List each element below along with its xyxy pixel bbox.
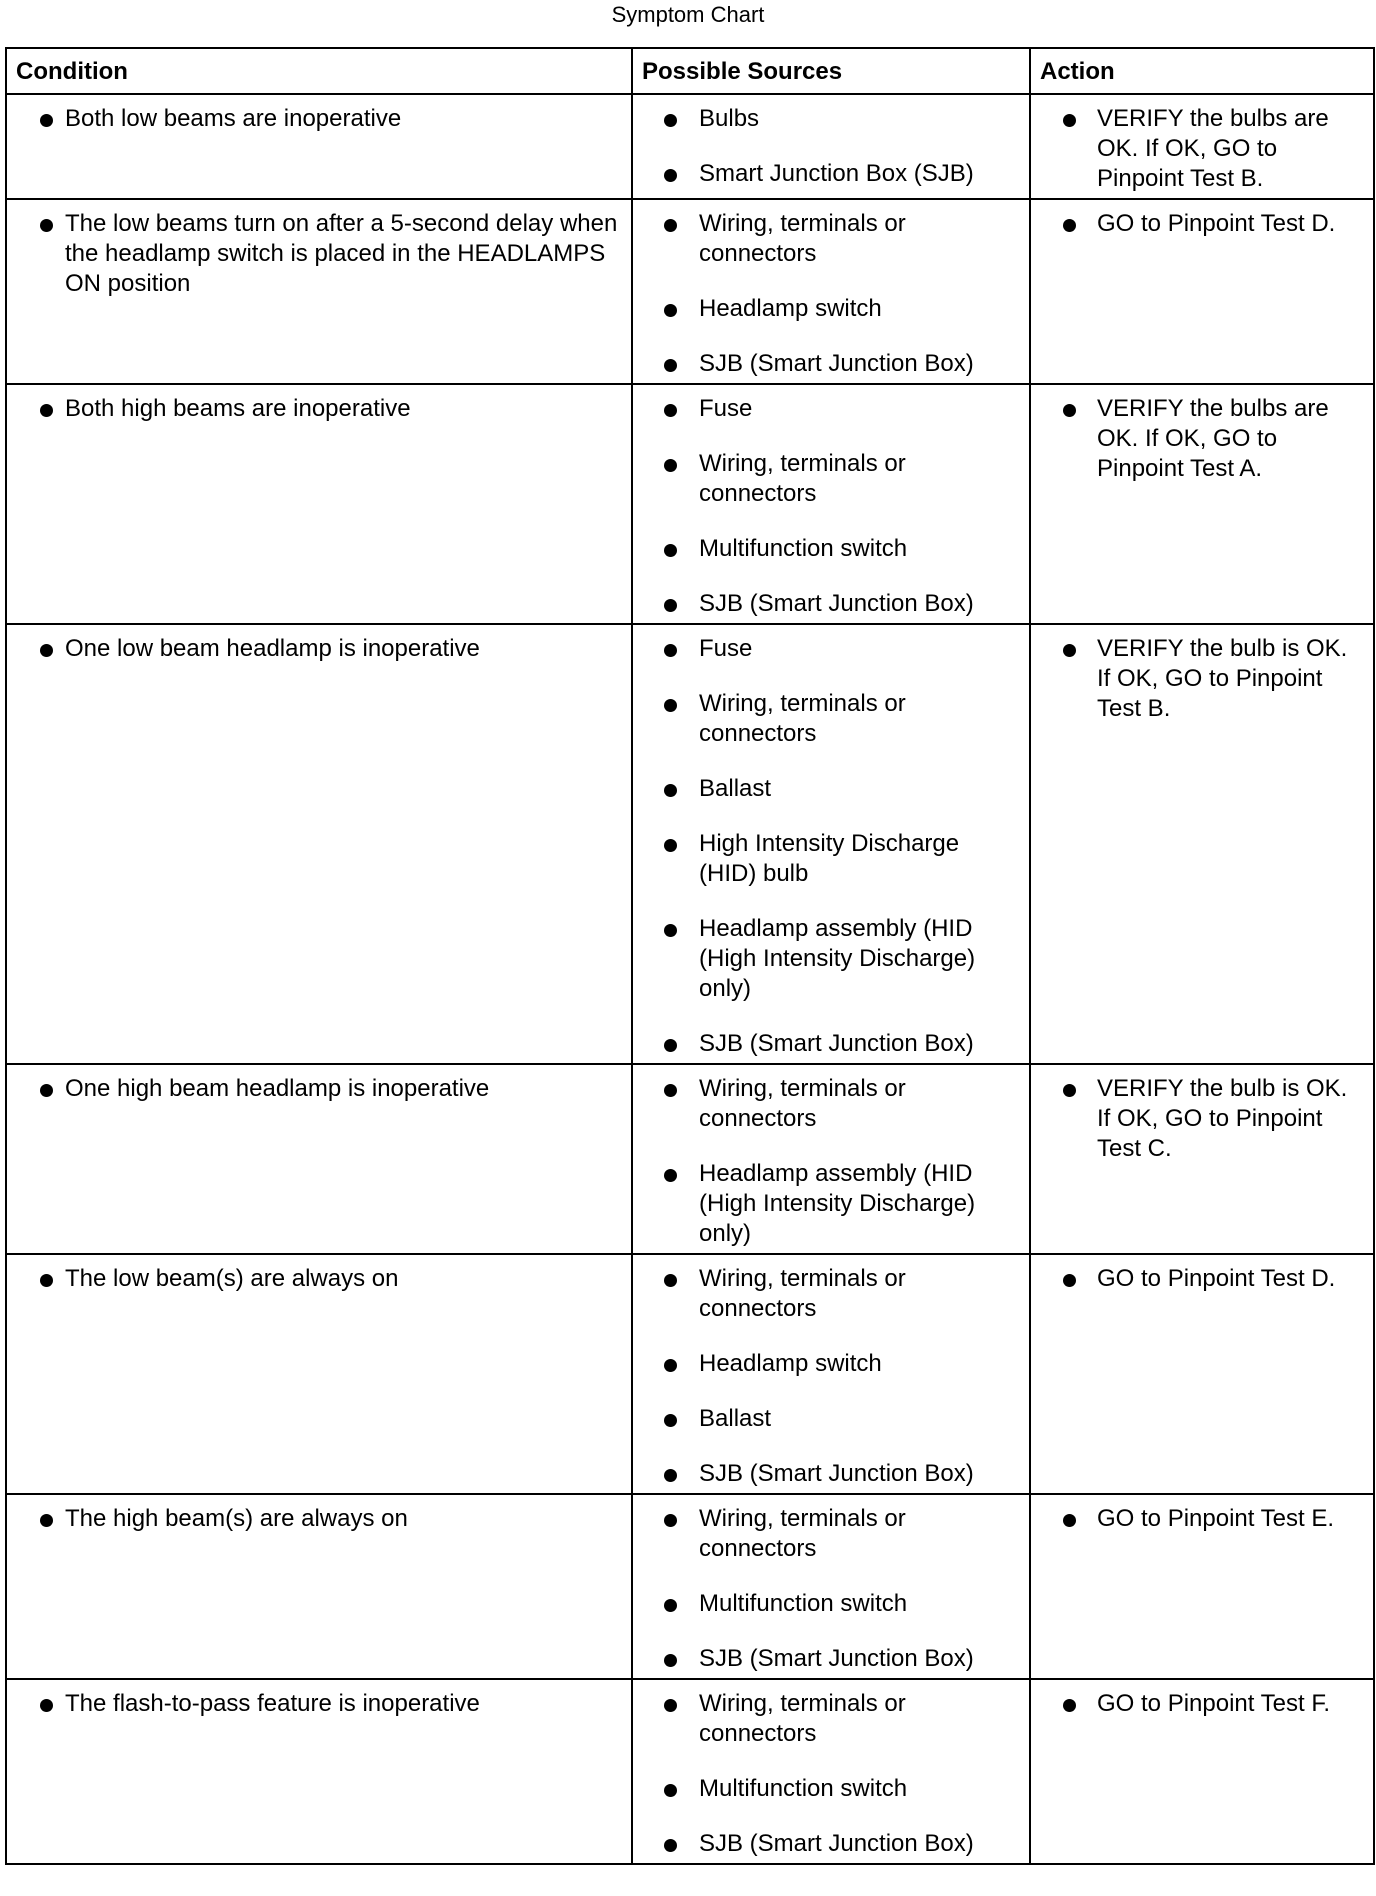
bullet-icon <box>664 1839 677 1852</box>
bullet-icon <box>664 1169 677 1182</box>
bullet-icon <box>1063 404 1076 417</box>
list-item <box>641 159 1021 189</box>
table-row <box>6 384 1374 624</box>
item-text: Both low beams are inoperative <box>65 105 402 132</box>
bullet-icon <box>40 219 53 232</box>
bullet-icon <box>664 599 677 612</box>
header-row <box>6 48 1374 94</box>
condition-cell-list <box>15 1689 623 1719</box>
bullet-icon <box>40 404 53 417</box>
list-item <box>641 1589 1021 1619</box>
action-cell <box>1030 94 1374 199</box>
item-text: VERIFY the bulbs are OK. If OK, GO to Pinpoint Test A. <box>1097 395 1329 482</box>
item-text: GO to Pinpoint Test E. <box>1097 1505 1335 1532</box>
bullet-icon <box>664 1414 677 1427</box>
bullet-icon <box>40 644 53 657</box>
sources-cell <box>632 1254 1030 1494</box>
item-text: SJB (Smart Junction Box) <box>699 1830 974 1857</box>
bullet-icon <box>664 544 677 557</box>
condition-cell <box>6 1254 632 1494</box>
bullet-icon <box>40 1699 53 1712</box>
action-cell <box>1030 199 1374 384</box>
item-text: Headlamp switch <box>699 1350 882 1377</box>
condition-cell <box>6 199 632 384</box>
bullet-icon <box>664 1514 677 1527</box>
item-text: The high beam(s) are always on <box>65 1505 408 1532</box>
list-item <box>641 634 1021 664</box>
item-text: Wiring, terminals or connectors <box>699 1690 906 1747</box>
sources-cell <box>632 624 1030 1064</box>
bullet-icon <box>664 1654 677 1667</box>
list-item <box>641 774 1021 804</box>
list-item <box>15 209 623 299</box>
sources-cell <box>632 1679 1030 1864</box>
bullet-icon <box>664 404 677 417</box>
bullet-icon <box>40 1274 53 1287</box>
list-item <box>641 1264 1021 1324</box>
item-text: Headlamp switch <box>699 295 882 322</box>
action-cell <box>1030 1064 1374 1254</box>
item-text: VERIFY the bulb is OK. If OK, GO to Pinpoint Test B. <box>1097 635 1348 722</box>
condition-cell-list <box>15 104 623 134</box>
item-text: Fuse <box>699 635 753 662</box>
action-cell <box>1030 1254 1374 1494</box>
item-text: SJB (Smart Junction Box) <box>699 590 974 617</box>
bullet-icon <box>664 1599 677 1612</box>
sources-cell <box>632 94 1030 199</box>
list-item <box>15 394 623 424</box>
item-text: Smart Junction Box (SJB) <box>699 160 974 187</box>
bullet-icon <box>664 169 677 182</box>
bullet-icon <box>1063 114 1076 127</box>
sources-cell <box>632 1064 1030 1254</box>
item-text: GO to Pinpoint Test F. <box>1097 1690 1331 1717</box>
item-text: Fuse <box>699 395 753 422</box>
item-text: Wiring, terminals or connectors <box>699 1075 906 1132</box>
sources-cell <box>632 384 1030 624</box>
list-item <box>641 914 1021 1004</box>
action-cell-list <box>1039 634 1365 724</box>
list-item <box>641 294 1021 324</box>
item-text: Wiring, terminals or connectors <box>699 210 906 267</box>
sources-cell <box>632 1494 1030 1679</box>
bullet-icon <box>664 1359 677 1372</box>
action-cell-list <box>1039 209 1365 239</box>
list-item <box>641 829 1021 889</box>
list-item <box>15 1264 623 1294</box>
item-text: The flash-to-pass feature is inoperative <box>65 1690 480 1717</box>
header-condition: Condition <box>6 48 632 94</box>
list-item <box>15 1689 623 1719</box>
list-item <box>641 1774 1021 1804</box>
item-text: SJB (Smart Junction Box) <box>699 1460 974 1487</box>
item-text: GO to Pinpoint Test D. <box>1097 210 1336 237</box>
action-cell-list <box>1039 1074 1365 1164</box>
list-item <box>15 1074 623 1104</box>
item-text: One low beam headlamp is inoperative <box>65 635 480 662</box>
table-row <box>6 94 1374 199</box>
action-cell-list <box>1039 394 1365 484</box>
item-text: GO to Pinpoint Test D. <box>1097 1265 1336 1292</box>
bullet-icon <box>664 1699 677 1712</box>
list-item <box>641 104 1021 134</box>
table-row <box>6 1254 1374 1494</box>
bullet-icon <box>664 304 677 317</box>
list-item <box>641 449 1021 509</box>
item-text: VERIFY the bulb is OK. If OK, GO to Pinpoint Test C. <box>1097 1075 1348 1162</box>
item-text: Headlamp assembly (HID (High Intensity Discharge) only) <box>699 1160 976 1247</box>
sources-cell-list <box>641 394 1021 619</box>
condition-cell-list <box>15 209 623 299</box>
sources-cell-list <box>641 209 1021 379</box>
bullet-icon <box>1063 1699 1076 1712</box>
list-item <box>15 634 623 664</box>
item-text: Wiring, terminals or connectors <box>699 450 906 507</box>
bullet-icon <box>664 784 677 797</box>
list-item <box>1039 209 1365 239</box>
item-text: Multifunction switch <box>699 1775 908 1802</box>
action-cell-list <box>1039 104 1365 194</box>
bullet-icon <box>40 1084 53 1097</box>
bullet-icon <box>664 1784 677 1797</box>
bullet-icon <box>664 924 677 937</box>
list-item <box>641 1404 1021 1434</box>
bullet-icon <box>664 359 677 372</box>
action-cell <box>1030 384 1374 624</box>
item-text: The low beams turn on after a 5-second delay when the headlamp switch is placed in the HEADLAMPS ON position <box>65 210 618 297</box>
table-row <box>6 199 1374 384</box>
sources-cell-list <box>641 634 1021 1059</box>
list-item <box>641 209 1021 269</box>
item-text: SJB (Smart Junction Box) <box>699 350 974 377</box>
bullet-icon <box>664 699 677 712</box>
sources-cell <box>632 199 1030 384</box>
sources-cell-list <box>641 1504 1021 1674</box>
item-text: Both high beams are inoperative <box>65 395 411 422</box>
bullet-icon <box>40 114 53 127</box>
item-text: Wiring, terminals or connectors <box>699 1505 906 1562</box>
list-item <box>641 534 1021 564</box>
bullet-icon <box>664 1274 677 1287</box>
sources-cell-list <box>641 1074 1021 1249</box>
item-text: Wiring, terminals or connectors <box>699 690 906 747</box>
list-item <box>15 104 623 134</box>
item-text: Bulbs <box>699 105 760 132</box>
condition-cell <box>6 1064 632 1254</box>
table-row <box>6 1064 1374 1254</box>
list-item <box>1039 394 1365 484</box>
list-item <box>1039 634 1365 724</box>
condition-cell <box>6 1679 632 1864</box>
bullet-icon <box>664 1039 677 1052</box>
list-item <box>1039 1689 1365 1719</box>
sources-cell-list <box>641 104 1021 189</box>
item-text: One high beam headlamp is inoperative <box>65 1075 490 1102</box>
condition-cell-list <box>15 1264 623 1294</box>
table-row <box>6 1494 1374 1679</box>
action-cell-list <box>1039 1689 1365 1719</box>
list-item <box>1039 104 1365 194</box>
action-cell <box>1030 1679 1374 1864</box>
condition-cell <box>6 94 632 199</box>
list-item <box>641 1074 1021 1134</box>
item-text: Multifunction switch <box>699 535 908 562</box>
action-cell-list <box>1039 1504 1365 1534</box>
list-item <box>1039 1264 1365 1294</box>
list-item <box>641 589 1021 619</box>
item-text: SJB (Smart Junction Box) <box>699 1030 974 1057</box>
symptom-table <box>5 47 1375 1865</box>
item-text: VERIFY the bulbs are OK. If OK, GO to Pinpoint Test B. <box>1097 105 1329 192</box>
condition-cell-list <box>15 394 623 424</box>
item-text: SJB (Smart Junction Box) <box>699 1645 974 1672</box>
item-text: High Intensity Discharge (HID) bulb <box>699 830 960 887</box>
sources-cell-list <box>641 1689 1021 1859</box>
table-row <box>6 624 1374 1064</box>
list-item <box>641 689 1021 749</box>
list-item <box>641 1459 1021 1489</box>
list-item <box>1039 1074 1365 1164</box>
bullet-icon <box>40 1514 53 1527</box>
header-action: Action <box>1030 48 1374 94</box>
item-text: The low beam(s) are always on <box>65 1265 399 1292</box>
bullet-icon <box>664 839 677 852</box>
action-cell <box>1030 624 1374 1064</box>
bullet-icon <box>664 1469 677 1482</box>
item-text: Ballast <box>699 1405 772 1432</box>
list-item <box>641 1349 1021 1379</box>
list-item <box>641 1159 1021 1249</box>
list-item <box>641 1029 1021 1059</box>
sources-cell-list <box>641 1264 1021 1489</box>
list-item <box>641 394 1021 424</box>
bullet-icon <box>1063 644 1076 657</box>
bullet-icon <box>664 459 677 472</box>
condition-cell <box>6 624 632 1064</box>
bullet-icon <box>1063 1514 1076 1527</box>
list-item <box>641 1504 1021 1564</box>
condition-cell <box>6 384 632 624</box>
item-text: Ballast <box>699 775 772 802</box>
list-item <box>1039 1504 1365 1534</box>
item-text: Multifunction switch <box>699 1590 908 1617</box>
bullet-icon <box>664 219 677 232</box>
list-item <box>641 1689 1021 1749</box>
bullet-icon <box>664 1084 677 1097</box>
bullet-icon <box>1063 1084 1076 1097</box>
bullet-icon <box>1063 1274 1076 1287</box>
condition-cell-list <box>15 1504 623 1534</box>
action-cell <box>1030 1494 1374 1679</box>
table-row <box>6 1679 1374 1864</box>
condition-cell <box>6 1494 632 1679</box>
action-cell-list <box>1039 1264 1365 1294</box>
list-item <box>15 1504 623 1534</box>
condition-cell-list <box>15 634 623 664</box>
bullet-icon <box>664 644 677 657</box>
condition-cell-list <box>15 1074 623 1104</box>
list-item <box>641 349 1021 379</box>
list-item <box>641 1829 1021 1859</box>
bullet-icon <box>664 114 677 127</box>
header-possible-sources: Possible Sources <box>632 48 1030 94</box>
table-body <box>6 94 1374 1864</box>
bullet-icon <box>1063 219 1076 232</box>
item-text: Headlamp assembly (HID (High Intensity Discharge) only) <box>699 915 976 1002</box>
item-text: Wiring, terminals or connectors <box>699 1265 906 1322</box>
list-item <box>641 1644 1021 1674</box>
chart-title: Symptom Chart <box>611 2 765 27</box>
